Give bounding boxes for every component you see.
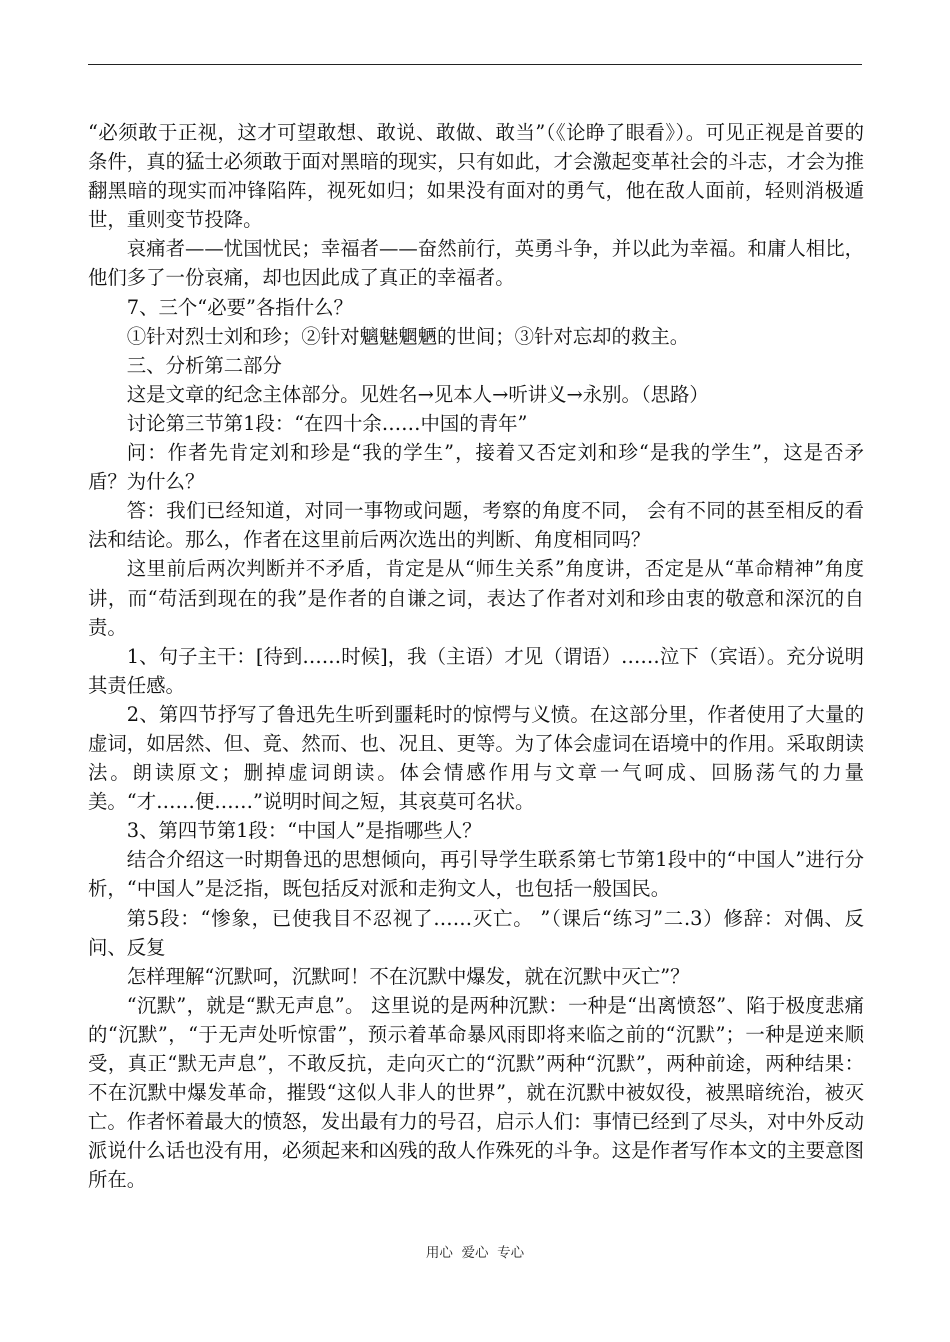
paragraph-8: 问：作者先肯定刘和珍是“我的学生”，接着又否定刘和珍“是我的学生”，这是否矛盾？为什么？ — [88, 441, 864, 494]
paragraph-12: 2、第四节抒写了鲁迅先生听到噩耗时的惊愕与义愤。在这部分里，作者使用了大量的虚词，如居然、但、竟、然而、也、况且、更等。为了体会虚词在语境中的作用。采取朗读法。朗读原文；删掉虚词朗读。体会情感作用与文章一气呵成、回肠荡气的力量美。“才……便……”说明时间之短，其哀莫可名状。 — [88, 702, 864, 814]
paragraph-17: “沉默”，就是“默无声息”。 这里说的是两种沉默：一种是“出离愤怒”、陷于极度悲痛的“沉默”，“于无声处听惊雷”，预示着革命暴风雨即将来临之前的“沉默”；一种是逆来顺受，真正“默无声息”，不敢反抗，走向灭亡的“沉默”两种“沉默”，两种前途，两种结果：不在沉默中爆发革命，摧毁“这似人非人的世界”，就在沉默中被奴役，被黑暗统治，被灭亡。作者怀着最大的愤怒，发出最有力的号召，启示人们：事情已经到了尽头，对中外反动派说什么话也没有用，必须起来和凶残的敌人作殊死的斗争。这是作者写作本文的主要意图所在。 — [88, 993, 864, 1192]
paragraph-2: 哀痛者——忧国忧民；幸福者——奋然前行，英勇斗争，并以此为幸福。和庸人相比，他们多了一份哀痛，却也因此成了真正的幸福者。 — [88, 237, 864, 290]
paragraph-13: 3、第四节第1段：“中国人”是指哪些人？ — [126, 819, 482, 843]
document-body — [88, 118, 864, 1194]
paragraph-9: 答：我们已经知道，对同一事物或问题，考察的角度不同， 会有不同的甚至相反的看法和结论。那么，作者在这里前后两次选出的判断、角度相同吗？ — [88, 499, 864, 552]
paragraph-16: 怎样理解“沉默呵，沉默呵！不在沉默中爆发，就在沉默中灭亡”？ — [126, 964, 690, 988]
paragraph-14: 结合介绍这一时期鲁迅的思想倾向，再引导学生联系第七节第1段中的“中国人”进行分析，“中国人”是泛指，既包括反对派和走狗文人，也包括一般国民。 — [88, 848, 864, 901]
paragraph-4: ①针对烈士刘和珍；②针对魑魅魍魉的世间；③针对忘却的救主。 — [126, 324, 690, 348]
paragraph-7: 讨论第三节第1段：“在四十余……中国的青年” — [126, 411, 528, 435]
section-heading-3: 三、分析第二部分 — [126, 353, 282, 377]
paragraph-10: 这里前后两次判断并不矛盾，肯定是从“师生关系”角度讲，否定是从“革命精神”角度讲，而“苟活到现在的我”是作者的自谦之词，表达了作者对刘和珍由衷的敬意和深沉的自责。 — [88, 557, 864, 639]
paragraph-1: “必须敢于正视，这才可望敢想、敢说、敢做、敢当”（《论睁了眼看》）。可见正视是首要的条件，真的猛士必须敢于面对黑暗的现实，只有如此，才会激起变革社会的斗志，才会为推翻黑暗的现实而冲锋陷阵，视死如归；如果没有面对的勇气，他在敌人面前，轻则消极遁世，重则变节投降。 — [88, 121, 864, 232]
header-rule — [88, 64, 862, 65]
paragraph-15: 第5段：“惨象，已使我目不忍视了……灭亡。 ”（课后“练习”二.3）修辞：对偶、反问、反复 — [88, 906, 864, 959]
paragraph-11: 1、句子主干：[待到……时候]，我（主语）才见（谓语）……泣下（宾语）。充分说明其责任感。 — [88, 644, 864, 697]
paragraph-3: 7、三个“必要”各指什么？ — [126, 295, 353, 319]
page-footer: 用心 爱心 专心 — [425, 1245, 525, 1261]
paragraph-6: 这是文章的纪念主体部分。见姓名→见本人→听讲义→永别。（思路） — [126, 382, 709, 406]
